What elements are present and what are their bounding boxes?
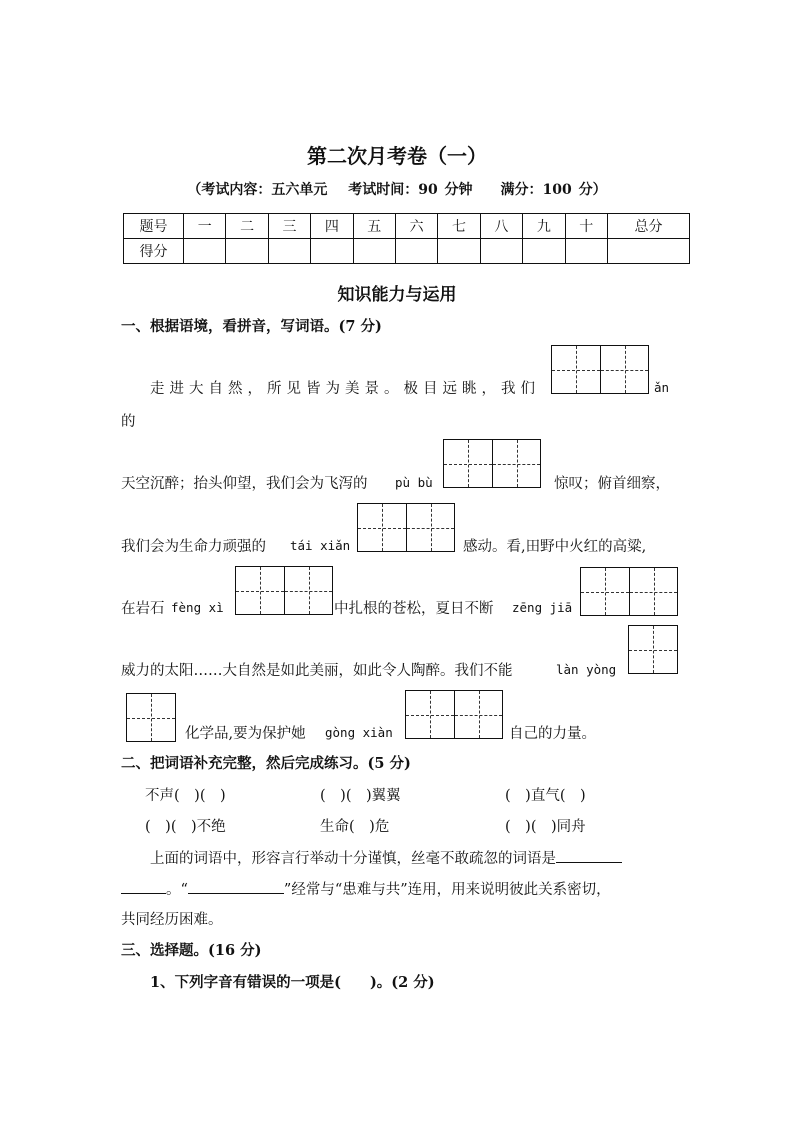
table-cell: 六 (395, 214, 437, 239)
score-cell[interactable] (226, 239, 268, 264)
pinyin-4: fèng xì (171, 600, 224, 615)
exam-info: （考试内容：五六单元 考试时间：90 分钟 满分：100 分） (187, 182, 607, 198)
table-cell: 八 (480, 214, 522, 239)
score-cell[interactable] (523, 239, 565, 264)
pinyin-5: zēng jiā (512, 600, 573, 615)
answer-blank-2[interactable] (188, 893, 284, 894)
table-cell: 题号 (124, 214, 184, 239)
q1-line-4: 我们会为生命力顽强的 (121, 539, 266, 555)
pinyin-2: pù bù (395, 475, 433, 490)
question-1-heading: 一、根据语境，看拼音，写词语。(7 分) (121, 318, 382, 335)
q1-line-5-mid: 中扎根的苍松，夏日不断 (334, 601, 494, 617)
q1-line-2: 的 (121, 414, 136, 430)
q1-line-1: 走进大自然，所见皆为美景。极目远眺，我们 (150, 381, 540, 397)
pinyin-3: tái xiǎn (290, 538, 351, 553)
score-table (123, 213, 690, 264)
table-cell: 三 (268, 214, 310, 239)
q2-paragraph-a-text: 上面的词语中，形容言行举动十分谨慎，丝毫不敢疏忽的词语是 (150, 851, 556, 867)
table-cell: 二 (226, 214, 268, 239)
q2-paragraph-b (121, 878, 611, 899)
question-3-heading: 三、选择题。(16 分) (121, 942, 262, 959)
idiom-3: ( )直气( ) (505, 788, 586, 804)
idiom-2: ( )( )翼翼 (320, 788, 401, 804)
idiom-6: ( )( )同舟 (505, 819, 586, 835)
answer-grid-3[interactable] (357, 503, 455, 552)
table-cell: 一 (184, 214, 226, 239)
score-table-header-row (124, 214, 690, 239)
pinyin-6: làn yòng (556, 662, 617, 677)
question-3-item-1: 1、下列字音有错误的一项是( )。(2 分) (150, 974, 435, 991)
q1-line-7-after: 自己的力量。 (509, 726, 596, 742)
answer-blank-1[interactable] (556, 862, 622, 863)
page-title: 第二次月考卷（一） (307, 144, 487, 168)
table-cell: 九 (523, 214, 565, 239)
answer-grid-8[interactable] (405, 690, 503, 739)
section-title: 知识能力与运用 (337, 285, 457, 305)
pinyin-1: ǎn (654, 380, 670, 395)
q2-paragraph-b-mid: 。“ (166, 882, 188, 898)
score-cell[interactable] (184, 239, 226, 264)
q1-line-6: 威力的太阳……大自然是如此美丽，如此令人陶醉。我们不能 (121, 663, 513, 679)
q1-line-3: 天空沉醉；抬头仰望，我们会为飞泻的 (121, 476, 368, 492)
q2-paragraph-c: 共同经历困难。 (121, 912, 223, 928)
q2-paragraph-a (150, 847, 622, 868)
table-cell: 四 (311, 214, 353, 239)
table-cell: 五 (353, 214, 395, 239)
answer-blank-1-cont[interactable] (121, 893, 166, 894)
table-cell: 七 (438, 214, 480, 239)
q1-line-7: 化学品,要为保护她 (185, 726, 306, 742)
table-cell: 总分 (607, 214, 689, 239)
answer-grid-4[interactable] (235, 566, 333, 615)
answer-grid-7[interactable] (126, 693, 176, 742)
score-cell[interactable] (311, 239, 353, 264)
q2-paragraph-b-after: ”经常与“患难与共”连用，用来说明彼此关系密切， (283, 882, 611, 898)
idiom-4: ( )( )不绝 (145, 819, 226, 835)
score-cell[interactable] (480, 239, 522, 264)
score-cell[interactable] (353, 239, 395, 264)
score-cell[interactable] (607, 239, 689, 264)
score-cell[interactable] (565, 239, 607, 264)
idiom-1: 不声( )( ) (145, 788, 226, 804)
table-cell: 十 (565, 214, 607, 239)
score-cell[interactable] (395, 239, 437, 264)
answer-grid-6[interactable] (628, 625, 678, 674)
q1-line-5: 在岩石 (121, 601, 165, 617)
score-cell[interactable] (438, 239, 480, 264)
table-cell: 得分 (124, 239, 184, 264)
pinyin-7: gòng xiàn (325, 725, 393, 740)
idiom-5: 生命( )危 (320, 819, 390, 835)
question-2-heading: 二、把词语补充完整，然后完成练习。(5 分) (121, 755, 411, 772)
score-cell[interactable] (268, 239, 310, 264)
answer-grid-1[interactable] (551, 345, 649, 394)
answer-grid-2[interactable] (443, 439, 541, 488)
score-table-score-row (124, 239, 690, 264)
answer-grid-5[interactable] (580, 567, 678, 616)
q1-line-4-after: 感动。看,田野中火红的高粱, (463, 539, 647, 555)
q1-line-3-after: 惊叹；俯首细察， (554, 476, 670, 492)
